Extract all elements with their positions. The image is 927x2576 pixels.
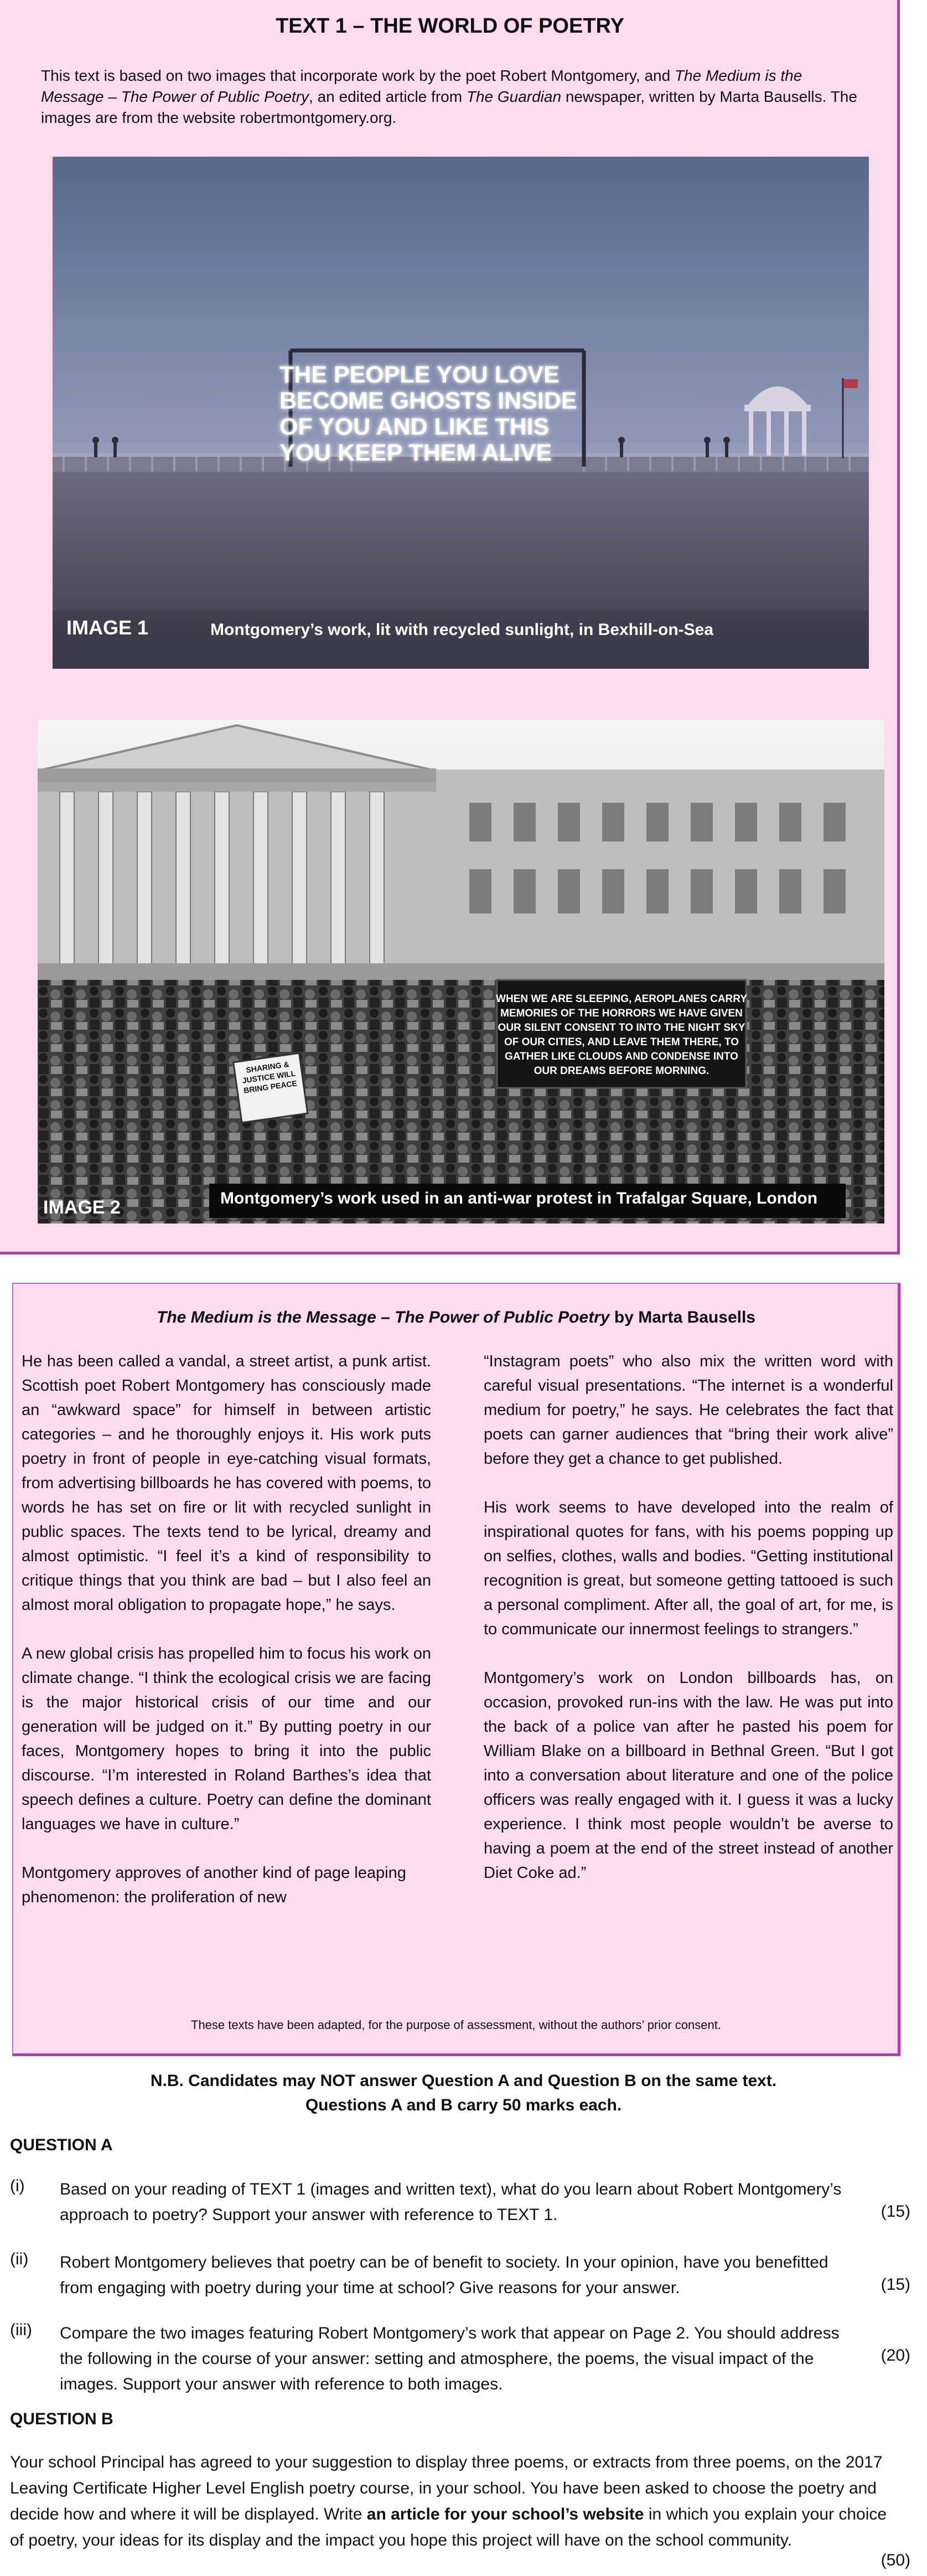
article-paragraph: Montgomery approves of another kind of page leaping phenomenon: the proliferation of new — [22, 1864, 406, 1906]
image1-poem-line: THE PEOPLE YOU LOVE — [279, 362, 560, 388]
image2-poem-line: GATHER LIKE CLOUDS AND CONDENSE INTO — [505, 1051, 738, 1062]
question-marks: (20) — [881, 2346, 910, 2365]
article-column-right — [484, 1349, 893, 1909]
article-paragraph: A new global crisis has propelled him to focus his work on climate change. “I think the ecological crisis we are facing is the major historical crisis of our time and our generation will be judged on it.” By putting poetry in our faces, Montgomery hopes to bring it into the public discourse. “I’m interested in Roland Barthes’s idea that speech defines a culture. Poetry can define the dominant languages we have in culture.” — [22, 1645, 431, 1833]
image-2 — [38, 720, 884, 1224]
question-b-heading: QUESTION B — [10, 2410, 113, 2428]
trafalgar-square-protest-photo — [38, 720, 884, 1224]
question-marks: (15) — [881, 2275, 910, 2294]
image1-poem-line: YOU KEEP THEM ALIVE — [279, 440, 552, 466]
question-text: Robert Montgomery believes that poetry can be of benefit to society. In your opinion, have you benefitted from engaging with poetry during your time at school? Give reasons for your answer. — [60, 2253, 828, 2297]
nb-note: N.B. Candidates may NOT answer Question A and Question B on the same text. — [150, 2072, 777, 2090]
question-text: Compare the two images featuring Robert Montgomery’s work that appear on Page 2. You should address the following in the course of your answer: setting and atmosphere, the poems, the visual impact of the images. Support your answer with reference to both images. — [60, 2324, 840, 2393]
text1-panel — [0, 0, 900, 1255]
question-number: (i) — [10, 2177, 25, 2195]
protest-placard: SHARING & JUSTICE WILL BRING PEACE — [241, 1059, 298, 1095]
image2-poem-line: MEMORIES OF THE HORRORS WE HAVE GIVEN — [500, 1008, 743, 1019]
article-paragraph: He has been called a vandal, a street artist, a punk artist. Scottish poet Robert Montgomery has consciously made an “awkward space” for himself in between artistic categories – and he thoroughly enjoys it. His work puts poetry in front of people in eye-catching visual formats, from advertising billboards he has covered with poems, to words he has set on fire or lit with recycled sunlight in public spaces. The texts tend to be lyrical, dreamy and almost optimistic. “I feel it’s a kind of responsibility to critique things that you think are bad – but I also feel an almost moral obligation to propagate hope,” he says. — [22, 1352, 431, 1614]
article-panel — [12, 1283, 900, 2056]
question-number: (ii) — [10, 2250, 29, 2268]
article-paragraph: His work seems to have developed into the realm of inspirational quotes for fans, with his poems popping up on selfies, clothes, walls and bodies. “Getting institutional recognition is great, but someone getting tattooed is such a personal compliment. After all, the goal of art, for me, is to communicate our innermost feelings to strangers.” — [484, 1499, 893, 1638]
image1-poem-line: OF YOU AND LIKE THIS — [279, 414, 550, 440]
question-marks: (15) — [881, 2202, 910, 2221]
image2-label: IMAGE 2 — [43, 1197, 121, 1218]
article-paragraph: Montgomery’s work on London billboards has, on occasion, provoked run-ins with the law. He was put into the back of a police van after he pasted his poem for William Blake on a billboard in Bethnal Green. “But I got into a conversation about literature and one of the police officers was really engaged with it. I guess it was a lucky experience. I think most people wouldn’t be averse to having a poem at the end of the street instead of another Diet Coke ad.” — [484, 1669, 893, 1882]
question-number: (iii) — [10, 2321, 32, 2339]
question-b-text: Your school Principal has agreed to your suggestion to display three poems, or extracts from three poems, on the 2017 Leaving Certificate Higher Level English poetry course, in your school. You have been asked to choose the poetry and decide how and where it will be displayed. Write an article for your school’s website in which you explain your choice of poetry, your ideas for its display and the impact you hope this project will have on the school community. — [10, 2453, 887, 2549]
image1-label: IMAGE 1 — [66, 616, 149, 639]
adaptation-footnote: These texts have been adapted, for the purpose of assessment, without the authors’ prior consent. — [191, 2018, 721, 2032]
image2-poem-line: OUR SILENT CONSENT TO INTO THE NIGHT SKY — [498, 1022, 745, 1034]
question-marks: (50) — [881, 2551, 910, 2569]
page-title: TEXT 1 – THE WORLD OF POETRY — [276, 14, 624, 38]
image2-caption: Montgomery’s work used in an anti-war protest in Trafalgar Square, London — [220, 1189, 818, 1207]
image-1 — [53, 157, 869, 669]
article-paragraph: “Instagram poets” who also mix the written word with careful visual presentations. “The internet is a wonderful medium for poetry,” he says. He celebrates the fact that poets can garner audiences that “bring their work alive” before they get a chance to get published. — [484, 1352, 893, 1468]
image1-caption: Montgomery’s work, lit with recycled sunlight, in Bexhill-on-Sea — [210, 621, 714, 639]
article-title: The Medium is the Message – The Power of Public Poetry by Marta Bausells — [157, 1308, 755, 1326]
image2-poem-line: OF OUR CITIES, AND LEAVE THEM THERE, TO — [504, 1036, 739, 1048]
question-text: Based on your reading of TEXT 1 (images and written text), what do you learn about Robert Montgomery’s approach to poetry? Support your answer with reference to TEXT 1. — [60, 2180, 842, 2224]
intro-paragraph: This text is based on two images that incorporate work by the poet Robert Montgomery, and The Medium is the Message – The Power of Public Poetry, an edited article from The Guardian newspaper, written by Marta Bausells. The images are from the website robertmontgomery.org. — [41, 67, 857, 126]
article-column-left — [22, 1349, 431, 1934]
bexhill-seafront-photo — [53, 157, 869, 669]
image2-poem-line: OUR DREAMS BEFORE MORNING. — [534, 1065, 710, 1077]
image2-poem-line: WHEN WE ARE SLEEPING, AEROPLANES CARRY — [496, 993, 747, 1005]
marks-note: Questions A and B carry 50 marks each. — [305, 2096, 622, 2114]
image1-poem-line: BECOME GHOSTS INSIDE — [279, 388, 577, 414]
question-a-heading: QUESTION A — [10, 2136, 113, 2154]
